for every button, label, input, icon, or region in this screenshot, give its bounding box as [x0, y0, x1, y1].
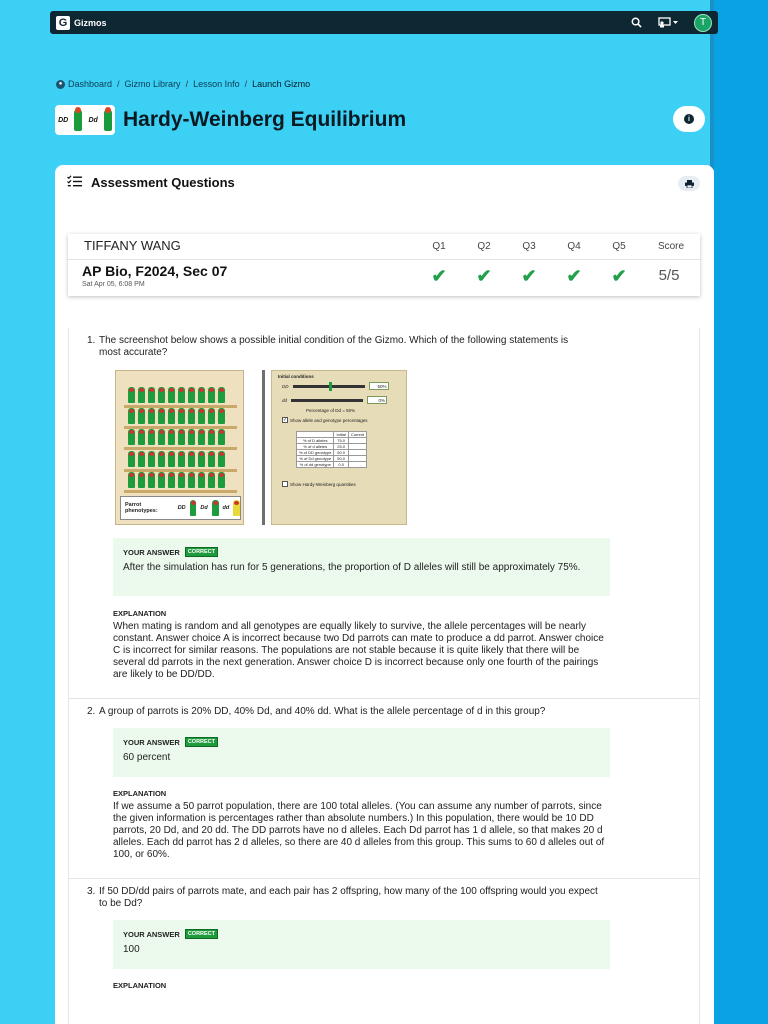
q2-header: Q2 [477, 241, 491, 252]
parrot-row [128, 387, 225, 403]
phenotype-legend [120, 496, 241, 520]
top-navbar [50, 11, 718, 34]
background-right-strip [714, 0, 768, 1024]
row-label: % of DD genotype [297, 450, 334, 456]
question-prompt: A group of parrots is 20% DD, 40% Dd, and 40% dd. What is the allele percentage of d in this group? [99, 706, 546, 717]
q1-header: Q1 [432, 241, 446, 252]
page-title: Hardy-Weinberg Equilibrium [123, 108, 407, 131]
parrot-row [128, 472, 225, 488]
dd-recessive-label: dd [282, 397, 288, 403]
screenshot-divider [262, 370, 265, 525]
breadcrumb-lesson-info[interactable]: Lesson Info [193, 79, 240, 89]
your-answer-label [123, 737, 218, 747]
card-title: Assessment Questions [91, 175, 235, 190]
parrot-row [128, 408, 225, 424]
gizmos-logo-icon[interactable]: G [56, 16, 70, 30]
correct-badge: CORRECT [185, 547, 218, 557]
explanation-text: When mating is random and all genotypes are equally likely to survive, the allele percentages will be nearly constant. Answer choice A is incorrect because two Dd parrots can mate to produce a dd parrot. Answer choice C is incorrect for similar reasons. The populations are not stable because it is quite likely that there will be several dd parrots in the next generation. Answer choice D is incorrect because only one fourth of the pairings are likely to be DD/DD. [113, 621, 604, 680]
allele-table [296, 431, 367, 468]
explanation-label: EXPLANATION [113, 609, 167, 618]
pheno-dd: DD [177, 505, 186, 511]
breadcrumb-separator: / [244, 79, 248, 89]
q1-check-icon[interactable]: ✔ [431, 266, 447, 286]
print-icon [685, 180, 694, 188]
explanation-label: EXPLANATION [113, 981, 167, 990]
score-value: 5/5 [658, 267, 680, 284]
submission-date: Sat Apr 05, 6:08 PM [82, 281, 145, 288]
answer-text: After the simulation has run for 5 generations, the proportion of D alleles will still be approximately 75%. [123, 562, 581, 573]
parrot-icon [104, 109, 112, 131]
answer-box-q3 [113, 920, 610, 969]
brand-name[interactable]: Gizmos [74, 17, 107, 28]
question-2-text [87, 706, 599, 718]
checkbox-checked: ✓ [283, 417, 288, 423]
row-label: % of dd genotype [297, 462, 334, 468]
question-3-text [87, 886, 599, 910]
shelf [124, 490, 237, 493]
row-value: 50.0 [334, 456, 348, 462]
user-avatar[interactable]: T [694, 14, 712, 32]
q3-check-icon[interactable]: ✔ [521, 266, 537, 286]
your-answer-label [123, 929, 218, 939]
thumb-label-Dd: Dd [88, 116, 98, 124]
shelf [124, 447, 237, 450]
show-allele-checkbox [282, 417, 368, 423]
q3-header: Q3 [522, 241, 536, 252]
your-answer-text: YOUR ANSWER [123, 547, 180, 557]
breadcrumb-dashboard[interactable]: Dashboard [68, 79, 113, 89]
question-number: 2. [87, 706, 96, 717]
your-answer-text: YOUR ANSWER [123, 737, 180, 747]
explanation-label: EXPLANATION [113, 789, 167, 798]
info-icon: i [684, 114, 694, 124]
breadcrumb-separator: / [117, 79, 120, 89]
question-prompt: If 50 DD/dd pairs of parrots mate, and each pair has 2 offspring, how many of the 100 offspring would you expect to be Dd? [99, 886, 598, 909]
question-number: 1. [87, 335, 96, 346]
row-value: 75.0 [334, 438, 348, 444]
q5-header: Q5 [612, 241, 626, 252]
question-separator [69, 698, 699, 699]
dashboard-icon: ● [56, 80, 65, 89]
dd-slider [293, 385, 365, 388]
q2-check-icon[interactable]: ✔ [476, 266, 492, 286]
question-prompt: The screenshot below shows a possible initial condition of the Gizmo. Which of the following statements is most accurate? [99, 335, 569, 358]
info-button[interactable] [673, 106, 705, 132]
breadcrumb-current: Launch Gizmo [252, 79, 311, 89]
row-label: % of d alleles [297, 444, 334, 450]
divider [68, 259, 700, 260]
show-allele-label: Show allele and genotype percentages [290, 417, 368, 423]
classroom-menu-icon[interactable] [658, 17, 678, 28]
q4-check-icon[interactable]: ✔ [566, 266, 582, 286]
question-separator [69, 878, 699, 879]
card-header [67, 175, 235, 190]
parrot-icon [190, 500, 197, 516]
breadcrumb [56, 79, 310, 89]
answer-text: 100 [123, 944, 140, 955]
score-header: Score [657, 241, 685, 252]
parrot-row [128, 451, 225, 467]
parrot-icon [74, 109, 82, 131]
gizmo-thumbnail [55, 105, 115, 135]
dd-recessive-slider [291, 399, 363, 402]
pheno-ddr: dd [222, 505, 230, 511]
questions-list [68, 328, 700, 1024]
parrot-row [128, 429, 225, 445]
row-value: 50.0 [334, 450, 348, 456]
phenotype-label: Parrot phenotypes: [125, 502, 158, 514]
question-number: 3. [87, 886, 96, 897]
show-hw-label: Show Hardy-Weinberg quantities [290, 481, 356, 487]
yellow-parrot-icon [233, 500, 240, 516]
question-1-text [87, 335, 569, 359]
correct-badge: CORRECT [185, 929, 218, 939]
pheno-Dd: Dd [200, 505, 208, 511]
student-name: TIFFANY WANG [84, 238, 181, 253]
parrot-icon [212, 500, 219, 516]
col-current: Current [348, 432, 366, 438]
explanation-text: If we assume a 50 parrot population, there are 100 total alleles. (You can assume any number of parrots, since the given information is percentages rather than absolute numbers.) In this population, there would be 10 DD parrots, 20 Dd, and 20 dd. The DD parrots have no d alleles. Each Dd parrot has 1 d allele, so that makes 20 d alleles. Each dd parrot has 2 d alleles, so there are 40 d alleles from this group. This sums to 60 d alleles out of 100, or 60%. [113, 801, 605, 860]
breadcrumb-separator: / [185, 79, 189, 89]
assessment-card [55, 165, 714, 1024]
answer-text: 60 percent [123, 752, 171, 763]
print-button[interactable] [678, 176, 700, 191]
dd-value: 50% [369, 382, 389, 390]
dd-label: DD [282, 383, 289, 389]
dd-recessive-value: 0% [367, 396, 387, 404]
breadcrumb-gizmo-library[interactable]: Gizmo Library [124, 79, 181, 89]
row-label: % of D alleles [297, 438, 334, 444]
gizmo-screenshot-parrots [115, 370, 244, 525]
search-icon[interactable] [631, 17, 642, 28]
col-initial: Initial [334, 432, 348, 438]
dd-percentage-line: Percentage of Dd = 50% [306, 408, 356, 413]
your-answer-label [123, 547, 218, 557]
q4-header: Q4 [567, 241, 581, 252]
your-answer-text: YOUR ANSWER [123, 929, 180, 939]
correct-badge: CORRECT [185, 737, 218, 747]
score-panel [68, 234, 700, 296]
class-name: AP Bio, F2024, Sec 07 [82, 263, 228, 279]
answer-box-q2 [113, 728, 610, 777]
answer-box-q1 [113, 538, 610, 596]
initial-conditions-title: Initial conditions [278, 374, 314, 379]
row-value: 25.0 [334, 444, 348, 450]
dd-slider-row [282, 382, 389, 390]
row-value: 0.0 [334, 462, 348, 468]
dd-recessive-slider-row [282, 396, 387, 404]
thumb-label-dd: DD [58, 116, 69, 124]
gizmo-screenshot-controls [271, 370, 407, 525]
row-label: % of Dd genotype [297, 456, 334, 462]
show-hw-checkbox [282, 481, 356, 487]
checkbox-unchecked [282, 481, 288, 487]
checklist-icon [67, 175, 83, 190]
q5-check-icon[interactable]: ✔ [611, 266, 627, 286]
